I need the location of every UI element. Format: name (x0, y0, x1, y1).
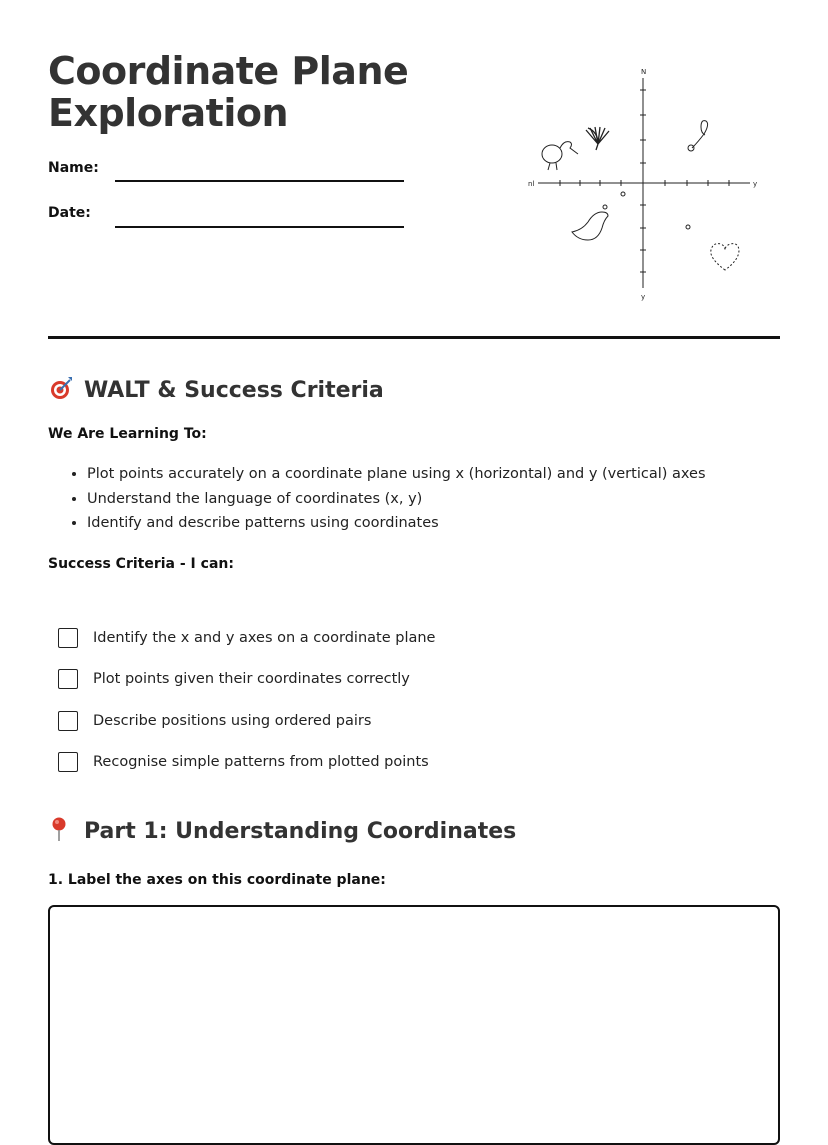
axes-label-answer-box[interactable] (48, 905, 780, 1145)
learning-list (48, 462, 787, 536)
fern-doodle (586, 127, 609, 150)
part1-heading (48, 816, 516, 847)
list-item: • Plot points accurately on a coordinate plane using x (horizontal) and y (vertical) axes (87, 462, 787, 487)
coordinate-plane-illustration (510, 60, 770, 310)
name-field[interactable] (115, 180, 404, 182)
criteria-text: Identify the x and y axes on a coordinate plane (93, 629, 436, 646)
learning-label: We Are Learning To: (48, 426, 207, 442)
east-label: y (753, 180, 758, 188)
heart-doodle (711, 244, 739, 270)
page-title: Coordinate Plane Exploration (48, 49, 409, 135)
walt-heading (48, 375, 384, 406)
south-label: y (641, 293, 646, 301)
criteria-checkbox[interactable] (58, 711, 78, 731)
loop-doodle (688, 121, 708, 151)
criteria-item (58, 700, 758, 742)
north-label: N (641, 68, 647, 76)
criteria-text: Plot points given their coordinates correctly (93, 671, 410, 688)
target-icon (48, 375, 76, 406)
list-item: • Identify and describe patterns using coordinates (87, 511, 787, 536)
header-divider (48, 336, 780, 339)
criteria-item (58, 617, 758, 659)
point-marker (686, 225, 690, 229)
date-label: Date: (48, 205, 91, 221)
date-field[interactable] (115, 226, 404, 228)
pushpin-icon (48, 816, 76, 847)
west-label: nl (528, 180, 535, 188)
criteria-text: Recognise simple patterns from plotted points (93, 754, 429, 771)
success-criteria-list (58, 617, 758, 783)
criteria-checkbox[interactable] (58, 628, 78, 648)
criteria-checkbox[interactable] (58, 752, 78, 772)
walt-heading-text: WALT & Success Criteria (84, 378, 384, 403)
criteria-item (58, 659, 758, 701)
list-item: • Understand the language of coordinates (x, y) (87, 487, 787, 512)
criteria-checkbox[interactable] (58, 669, 78, 689)
question-1-label: 1. Label the axes on this coordinate plane: (48, 872, 386, 888)
criteria-text: Describe positions using ordered pairs (93, 712, 372, 729)
point-marker (621, 192, 625, 196)
success-criteria-label: Success Criteria - I can: (48, 556, 234, 572)
bird-doodle (542, 142, 578, 170)
criteria-item (58, 742, 758, 784)
part1-heading-text: Part 1: Understanding Coordinates (84, 819, 517, 844)
bird-silhouette-doodle (572, 205, 608, 240)
name-label: Name: (48, 160, 99, 176)
